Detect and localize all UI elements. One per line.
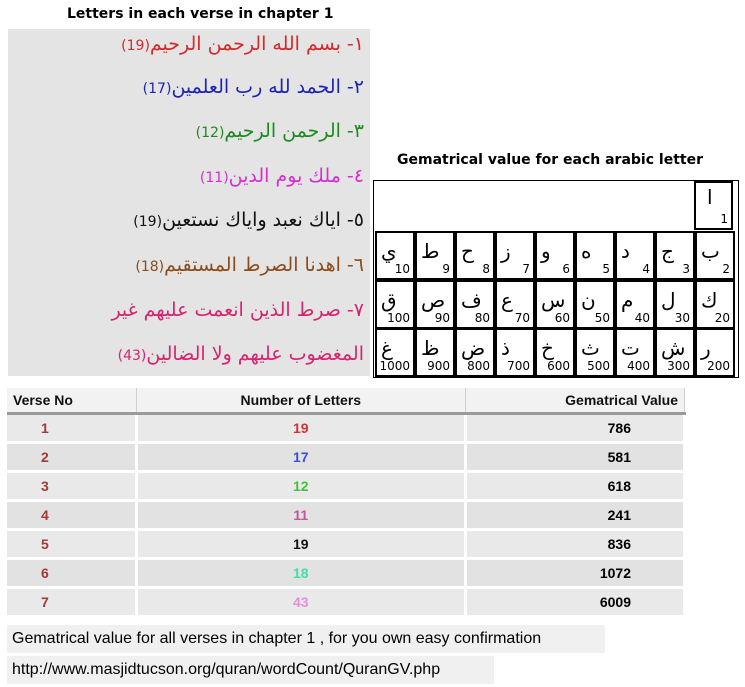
letter-value: 400 [627, 359, 650, 373]
letter-value: 4 [642, 262, 650, 276]
letter-value: 200 [707, 359, 730, 373]
gematrical-value-cell: 786 [466, 414, 685, 443]
arabic-letter: و [541, 239, 551, 263]
gematria-table [373, 180, 739, 378]
letter-value: 50 [594, 311, 610, 325]
letter-value: 6 [562, 262, 570, 276]
verse-text: المغضوب عليهم ولا الضالين [146, 343, 364, 365]
verse-number-cell: 4 [7, 501, 136, 530]
table-row [7, 530, 685, 559]
arabic-letter: ع [501, 288, 513, 312]
arabic-letter: ق [381, 288, 397, 312]
letter-value: 40 [634, 311, 650, 325]
letter-value: 600 [547, 359, 570, 373]
verse-line [143, 76, 364, 98]
letter-count-cell: 19 [136, 414, 465, 443]
table-row [7, 588, 685, 617]
table-row [7, 414, 685, 443]
table-row [7, 472, 685, 501]
gematria-cell [375, 328, 415, 377]
gematria-title: Gematrical value for each arabic letter [397, 152, 703, 168]
verse-text: ١- بسم الله الرحمن الرحيم [149, 33, 364, 55]
verse-line [111, 299, 364, 321]
table-body [7, 414, 685, 617]
letter-count-cell: 18 [136, 559, 465, 588]
verse-number-cell: 7 [7, 588, 136, 617]
verse-number-cell: 3 [7, 472, 136, 501]
verse-line [118, 343, 364, 365]
verse-count: (17) [142, 81, 172, 97]
gematria-cell [375, 280, 415, 329]
letter-value: 1000 [379, 359, 410, 373]
gematria-cell [615, 328, 655, 377]
letter-value: 5 [602, 262, 610, 276]
gematria-cell [535, 328, 575, 377]
arabic-letter: ش [661, 336, 686, 360]
arabic-letter: س [541, 288, 566, 312]
gematria-cell [615, 280, 655, 329]
gematria-cell [575, 328, 615, 377]
letter-value: 800 [467, 359, 490, 373]
verse-number-cell: 6 [7, 559, 136, 588]
gematria-cell [695, 231, 735, 280]
gematria-cell [655, 328, 695, 377]
letter-value: 9 [442, 262, 450, 276]
verse-number-cell: 5 [7, 530, 136, 559]
verse-count: (18) [135, 259, 165, 275]
arabic-letter: ط [421, 239, 440, 263]
gematria-cell [375, 231, 415, 280]
letter-value: 70 [514, 311, 530, 325]
letter-value: 20 [714, 311, 730, 325]
verse-text: ٣- الرحمن الرحيم [224, 120, 364, 142]
letter-value: 300 [667, 359, 690, 373]
letter-value: 30 [674, 311, 690, 325]
verse-line [135, 254, 364, 276]
gematria-cell [455, 231, 495, 280]
verse-text: ٤- ملك يوم الدين [228, 165, 364, 187]
arabic-letter: ن [581, 288, 596, 312]
gematrical-value-cell: 241 [466, 501, 685, 530]
letter-value: 80 [474, 311, 490, 325]
arabic-letter: ر [701, 336, 711, 360]
gematria-cell [575, 280, 615, 329]
verse-count: (43) [117, 348, 147, 364]
letter-count-cell: 11 [136, 501, 465, 530]
arabic-letter: ظ [421, 336, 440, 360]
arabic-letter: ض [461, 336, 486, 360]
letter-value: 90 [434, 311, 450, 325]
verse-text: ٦- اهدنا الصرط المستقيم [164, 254, 364, 276]
arabic-letter: ج [661, 239, 674, 263]
letter-count-cell: 17 [136, 443, 465, 472]
arabic-letter: د [621, 239, 630, 263]
gematria-cell [655, 231, 695, 280]
arabic-letter: ب [701, 239, 720, 263]
gematrical-value-cell: 581 [466, 443, 685, 472]
source-url[interactable]: http://www.masjidtucson.org/quran/wordCount/QuranGV.php [7, 656, 494, 684]
gematria-cell [695, 280, 735, 329]
arabic-letter: ص [421, 288, 446, 312]
letter-value: 7 [522, 262, 530, 276]
arabic-letter: ت [621, 336, 640, 360]
verse-count: (19) [133, 214, 163, 230]
gematria-cell [695, 328, 735, 377]
gematrical-value-cell: 836 [466, 530, 685, 559]
gematrical-value-cell: 6009 [466, 588, 685, 617]
letter-value: 8 [482, 262, 490, 276]
footer-note: Gematrical value for all verses in chapter 1 , for you own easy confirmation [7, 625, 605, 653]
table-row [7, 443, 685, 472]
gematrical-value-cell: 1072 [466, 559, 685, 588]
gematrical-value-cell: 618 [466, 472, 685, 501]
arabic-letter: ل [661, 288, 676, 312]
gematria-cell [415, 231, 455, 280]
arabic-letter: ز [501, 239, 511, 263]
arabic-letter: ك [701, 288, 718, 312]
verse-text: ٧- صرط الذين انعمت عليهم غير [111, 299, 364, 321]
gematria-cell [495, 328, 535, 377]
verse-number-cell: 2 [7, 443, 136, 472]
column-header: Verse No [7, 388, 136, 414]
column-header: Gematrical Value [466, 388, 685, 414]
verse-count: (11) [199, 170, 229, 186]
arabic-letter: ح [461, 239, 474, 263]
gematria-cell [535, 231, 575, 280]
verse-count: (19) [121, 38, 150, 54]
letter-value: 500 [587, 359, 610, 373]
verses-panel [8, 29, 370, 376]
gematria-cell [655, 280, 695, 329]
column-header: Number of Letters [136, 388, 465, 414]
letter-value: 3 [682, 262, 690, 276]
gematria-cell [615, 231, 655, 280]
gematria-cell [415, 328, 455, 377]
arabic-letter: ا [707, 185, 713, 209]
verse-text: ٥- اياك نعبد واياك نستعين [162, 209, 364, 231]
letter-value: 700 [507, 359, 530, 373]
verse-line [200, 165, 364, 187]
arabic-letter: م [621, 288, 634, 312]
verses-title: Letters in each verse in chapter 1 [67, 6, 334, 22]
arabic-letter: ف [461, 288, 482, 312]
verse-number-cell: 1 [7, 414, 136, 443]
arabic-letter: ذ [501, 336, 510, 360]
letter-value: 900 [427, 359, 450, 373]
gematria-cell [495, 231, 535, 280]
arabic-letter: ث [581, 336, 600, 360]
verse-line [196, 120, 364, 142]
arabic-letter: غ [381, 336, 393, 360]
table-header-row [7, 388, 685, 414]
letter-value: 60 [554, 311, 570, 325]
letter-count-cell: 12 [136, 472, 465, 501]
letter-value: 100 [387, 311, 410, 325]
gematria-cell [455, 328, 495, 377]
verse-count: (12) [195, 125, 225, 141]
table-row [7, 559, 685, 588]
letter-value: 10 [394, 262, 410, 276]
gematria-cell [455, 280, 495, 329]
arabic-letter: ي [381, 239, 397, 263]
verse-line [121, 33, 364, 55]
arabic-letter: ه [581, 239, 592, 263]
letter-count-cell: 43 [136, 588, 465, 617]
gematria-cell [535, 280, 575, 329]
letter-count-cell: 19 [136, 530, 465, 559]
arabic-letter: خ [541, 336, 554, 360]
gematria-cell [415, 280, 455, 329]
table-row [7, 501, 685, 530]
letter-value: 2 [722, 262, 730, 276]
verse-text: ٢- الحمد لله رب العلمين [171, 76, 364, 98]
letter-value: 1 [720, 212, 728, 226]
gematria-cell [694, 181, 733, 230]
gematria-cell [575, 231, 615, 280]
gematria-cell [495, 280, 535, 329]
verse-line [133, 209, 364, 231]
verse-table [7, 388, 686, 618]
